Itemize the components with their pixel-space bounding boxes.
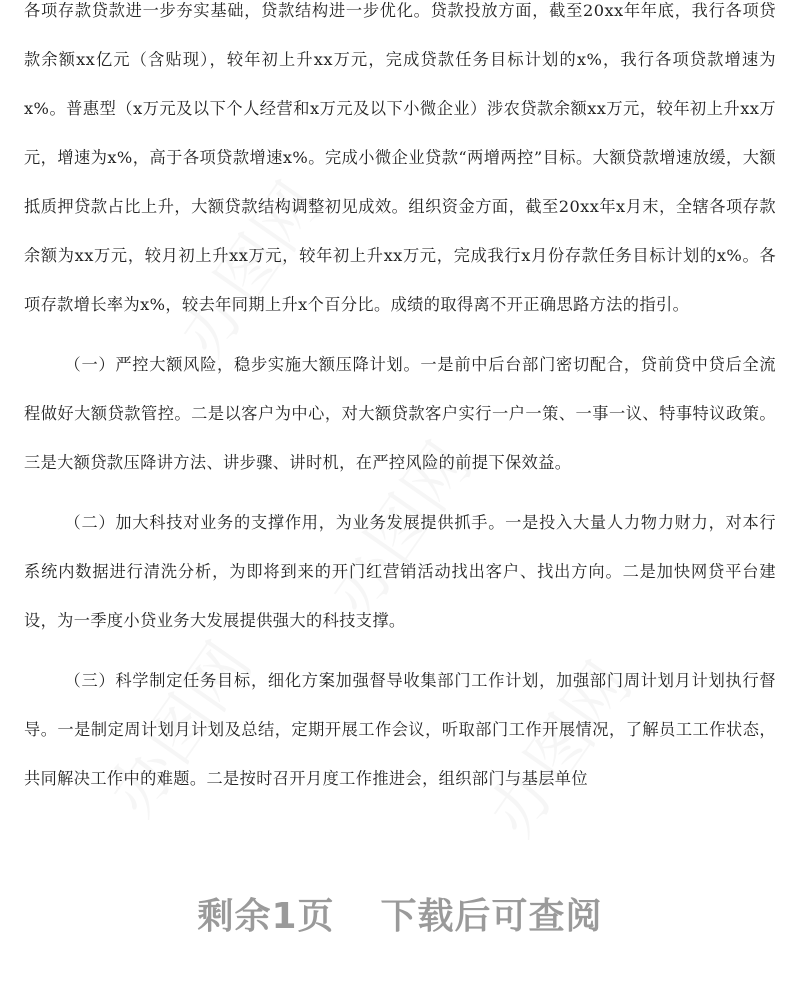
remaining-pages-label: 剩余1页 (197, 896, 335, 937)
document-body (24, 0, 776, 814)
paragraph-summary: 各项存款贷款进一步夯实基础，贷款结构进一步优化。贷款投放方面，截至20xx年年底，我行各项贷款余额xx亿元（含贴现），较年初上升xx万元，完成贷款任务目标计划的x%，我行各项贷款增速为x%。普惠型（x万元及以下个人经营和x万元及以下小微企业）涉农贷款余额xx万元，较年初上升xx万元，增速为x%，高于各项贷款增速x%。完成小微企业贷款“两增两控”目标。大额贷款增速放缓，大额抵质押贷款占比上升，大额贷款结构调整初见成效。组织资金方面，截至20xx年x月末，全辖各项存款余额为xx万元，较月初上升xx万元，较年初上升xx万元，完成我行x月份存款任务目标计划的x%。各项存款增长率为x%，较去年同期上升x个百分比。成绩的取得离不开正确思路方法的指引。 (24, 1, 776, 314)
paragraph-item-2: （二）加大科技对业务的支撑作用，为业务发展提供抓手。一是投入大量人力物力财力，对本行系统内数据进行清洗分析，为即将到来的开门红营销活动找出客户、找出方向。二是加快网贷平台建设，为一季度小贷业务大发展提供强大的科技支撑。 (24, 513, 776, 630)
download-to-view-label: 下载后可查阅 (380, 896, 603, 937)
download-banner[interactable] (0, 888, 800, 939)
paragraph-item-3: （三）科学制定任务目标，细化方案加强督导收集部门工作计划，加强部门周计划月计划执行督导。一是制定周计划月计划及总结，定期开展工作会议，听取部门工作开展情况，了解员工工作状态，共同解决工作中的难题。二是按时召开月度工作推进会，组织部门与基层单位 (24, 671, 776, 788)
paragraph-item-1: （一）严控大额风险，稳步实施大额压降计划。一是前中后台部门密切配合，贷前贷中贷后全流程做好大额贷款管控。二是以客户为中心，对大额贷款客户实行一户一策、一事一议、特事特议政策。三是大额贷款压降讲方法、讲步骤、讲时机，在严控风险的前提下保效益。 (24, 355, 776, 472)
